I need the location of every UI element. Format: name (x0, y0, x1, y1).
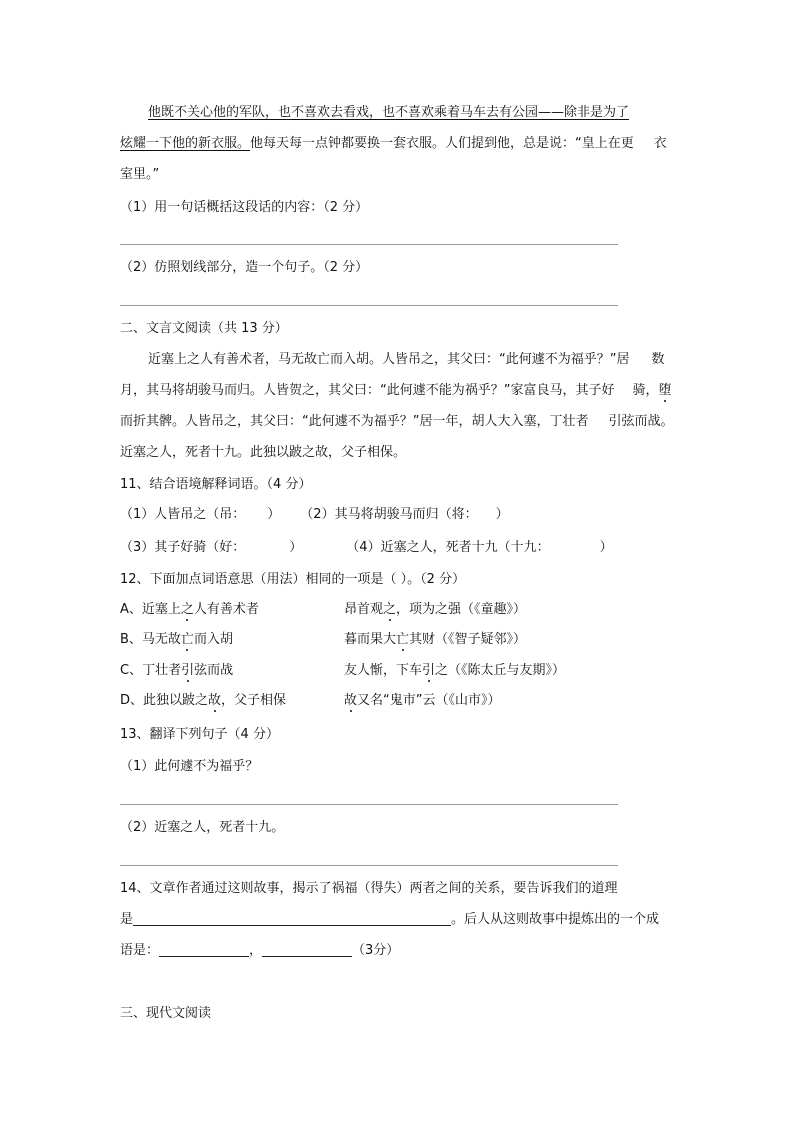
answer-line[interactable] (120, 865, 618, 866)
classical-line-2: 月，其马将胡骏马而归。人皆贺之，其父曰：“此何遽不能为祸乎？”家富良马，其子好 骑，堕 (120, 383, 672, 398)
q12-option-c-left: C、丁壮者引弦而战 (120, 663, 234, 678)
q12-option-d-right: 故又名“鬼市”云（《山市》） (344, 693, 501, 708)
answer-line[interactable] (120, 244, 618, 245)
passage-line-2: 炫耀一下他的新衣服。他每天每一点钟都要换一套衣服。人们提到他，总是说：“皇上在更 衣 (120, 136, 667, 151)
q14-line-1: 14、文章作者通过这则故事，揭示了祸福（得失）两者之间的关系，要告诉我们的道理 (120, 881, 618, 896)
question-summary: （1）用一句话概括这段话的内容：（2 分） (120, 200, 369, 215)
q11-row-1: （1）人皆吊之（吊： ） （2）其马将胡骏马而归（将： ） (120, 507, 509, 522)
q13-sentence-2: （2）近塞之人，死者十九。 (120, 820, 285, 835)
classical-line-3: 而折其髀。人皆吊之，其父曰：“此何遽不为福乎？”居一年，胡人大入塞，丁壮者 引弦而战。 (120, 414, 674, 429)
idiom-blank-2[interactable] (262, 942, 352, 957)
answer-line[interactable] (120, 305, 618, 306)
q14-line-2: 是 。后人从这则故事中提炼出的一个成 (120, 912, 660, 927)
q12-title: 12、下面加点词语意思（用法）相同的一项是（ ）。（2 分） (120, 572, 466, 587)
q13-sentence-1: （1）此何遽不为福乎？ (120, 759, 259, 774)
answer-blank[interactable] (133, 911, 451, 926)
answer-line[interactable] (120, 804, 618, 805)
classical-line-1: 近塞上之人有善术者，马无故亡而入胡。人皆吊之，其父曰：“此何遽不为福乎？”居 数 (148, 352, 665, 367)
section-heading-classical: 二、文言文阅读（共 13 分） (120, 321, 288, 336)
q12-option-a-right: 昂首观之，项为之强（《童趣》） (344, 602, 527, 617)
q12-option-b-left: B、马无故亡而入胡 (120, 632, 233, 647)
q14-line-3: 语是： ， （3分） (120, 943, 400, 958)
q12-option-d-left: D、此独以跛之故，父子相保 (120, 693, 287, 708)
section-heading-modern: 三、现代文阅读 (120, 1006, 212, 1021)
passage-line-3: 室里。” (120, 167, 160, 182)
question-imitate: （2）仿照划线部分，造一个句子。（2 分） (120, 260, 369, 275)
idiom-blank-1[interactable] (159, 942, 249, 957)
q12-option-b-right: 暮而果大亡其财（《智子疑邻》） (344, 632, 527, 647)
passage-line-1 (148, 104, 629, 122)
underlined-sentence: 他既不关心他的军队，也不喜欢去看戏，也不喜欢乘着马车去有公园——除非是为了 (148, 105, 630, 120)
underlined-sentence-end: 炫耀一下他的新衣服。 (120, 136, 251, 151)
q12-option-c-right: 友人惭，下车引之（《陈太丘与友期》） (344, 663, 566, 678)
q12-option-a-left: A、近塞上之人有善术者 (120, 602, 259, 617)
q13-title: 13、翻译下列句子（4 分） (120, 727, 279, 742)
q11-title: 11、结合语境解释词语。（4 分） (120, 477, 312, 492)
q11-row-2: （3）其子好骑（好： ） （4）近塞之人，死者十九（十九： ） (120, 540, 613, 555)
classical-line-4: 近塞之人，死者十九。此独以跛之故，父子相保。 (120, 445, 407, 460)
